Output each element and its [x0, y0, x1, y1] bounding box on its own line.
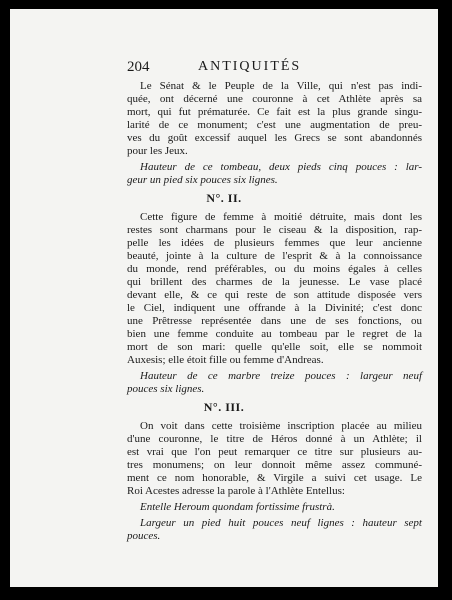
text-line: ment ce nom honorable, & Virgile a suivi cet usage. Le	[127, 472, 422, 484]
text-line: Cette figure de femme à moitié détruite, mais dont les	[140, 211, 422, 223]
page-number: 204	[127, 59, 150, 75]
dimensions-note: pouces six lignes.	[127, 383, 205, 395]
text-line: est vrai que l'on peut remarquer ce titre sur plusieurs au-	[127, 446, 422, 458]
dimensions-note: Hauteur de ce marbre treize pouces : largeur neuf	[140, 370, 422, 382]
text-line: d'une couronne, le titre de Héros donné à un Athlète; il	[127, 433, 422, 445]
dimensions-note: Largeur un pied huit pouces neuf lignes : hauteur sept	[140, 517, 422, 529]
text-line: pelle les idées de plusieurs femmes que leur ancienne	[127, 237, 422, 249]
text-line: ves du goût excessif auquel les Grecs se sont abandonnés	[127, 132, 422, 144]
dimensions-note: geur un pied six pouces six lignes.	[127, 174, 278, 186]
text-line: Roi Acestes adresse la parole à l'Athlète Entellus:	[127, 485, 345, 497]
text-line: mort de son mari: quelle qu'elle soit, elle se nommoit	[127, 341, 422, 353]
text-line: restes sont charmans pour le ciseau & la disposition, rap-	[127, 224, 422, 236]
text-line: tres monumens; on leur donnoit même assez communé-	[127, 459, 422, 471]
section-heading: N°. III.	[203, 400, 245, 414]
text-line: le Ciel, indiquent une offrande à la Divinité; c'est donc	[127, 302, 422, 314]
latin-quote: Entelle Heroum quondam fortissime frustrà.	[140, 501, 335, 513]
dimensions-note: pouces.	[127, 530, 161, 542]
section-heading: N°. II.	[206, 191, 242, 205]
text-line: pour les Jeux.	[127, 145, 188, 157]
text-line: On voit dans cette troisième inscription placée au milieu	[140, 420, 422, 432]
text-line: devant elle, & ce qui reste de son attitude disposée vers	[127, 289, 422, 301]
text-line: Le Sénat & le Peuple de la Ville, qui n'est pas indi-	[140, 80, 422, 92]
text-line: bien une femme conduite au tombeau par le regret de la	[127, 328, 422, 340]
text-line: une Prêtresse représentée dans une de ses fonctions, ou	[127, 315, 422, 327]
running-title: ANTIQUITÉS	[198, 59, 302, 74]
text-line: beauté, jointe à la culture de l'esprit & à la connoissance	[127, 250, 422, 262]
text-line: Auxesis; elle étoit fille ou femme d'Andreas.	[127, 354, 324, 366]
text-line: mort, qui fut prématurée. Ce fait est la plus grande singu-	[127, 106, 422, 118]
text-line: du monde, rend préférables, ou du moins égales à celles	[127, 263, 422, 275]
text-line: quée, ont décerné une couronne à cet Athlète après sa	[127, 93, 422, 105]
dimensions-note: Hauteur de ce tombeau, deux pieds cinq pouces : lar-	[140, 161, 422, 173]
page-header	[10, 59, 438, 79]
text-line: qui brillent des charmes de la jeunesse. Le vase placé	[127, 276, 422, 288]
book-page	[10, 9, 438, 587]
text-line: larité de ce monument; c'est une augmentation de preu-	[127, 119, 422, 131]
